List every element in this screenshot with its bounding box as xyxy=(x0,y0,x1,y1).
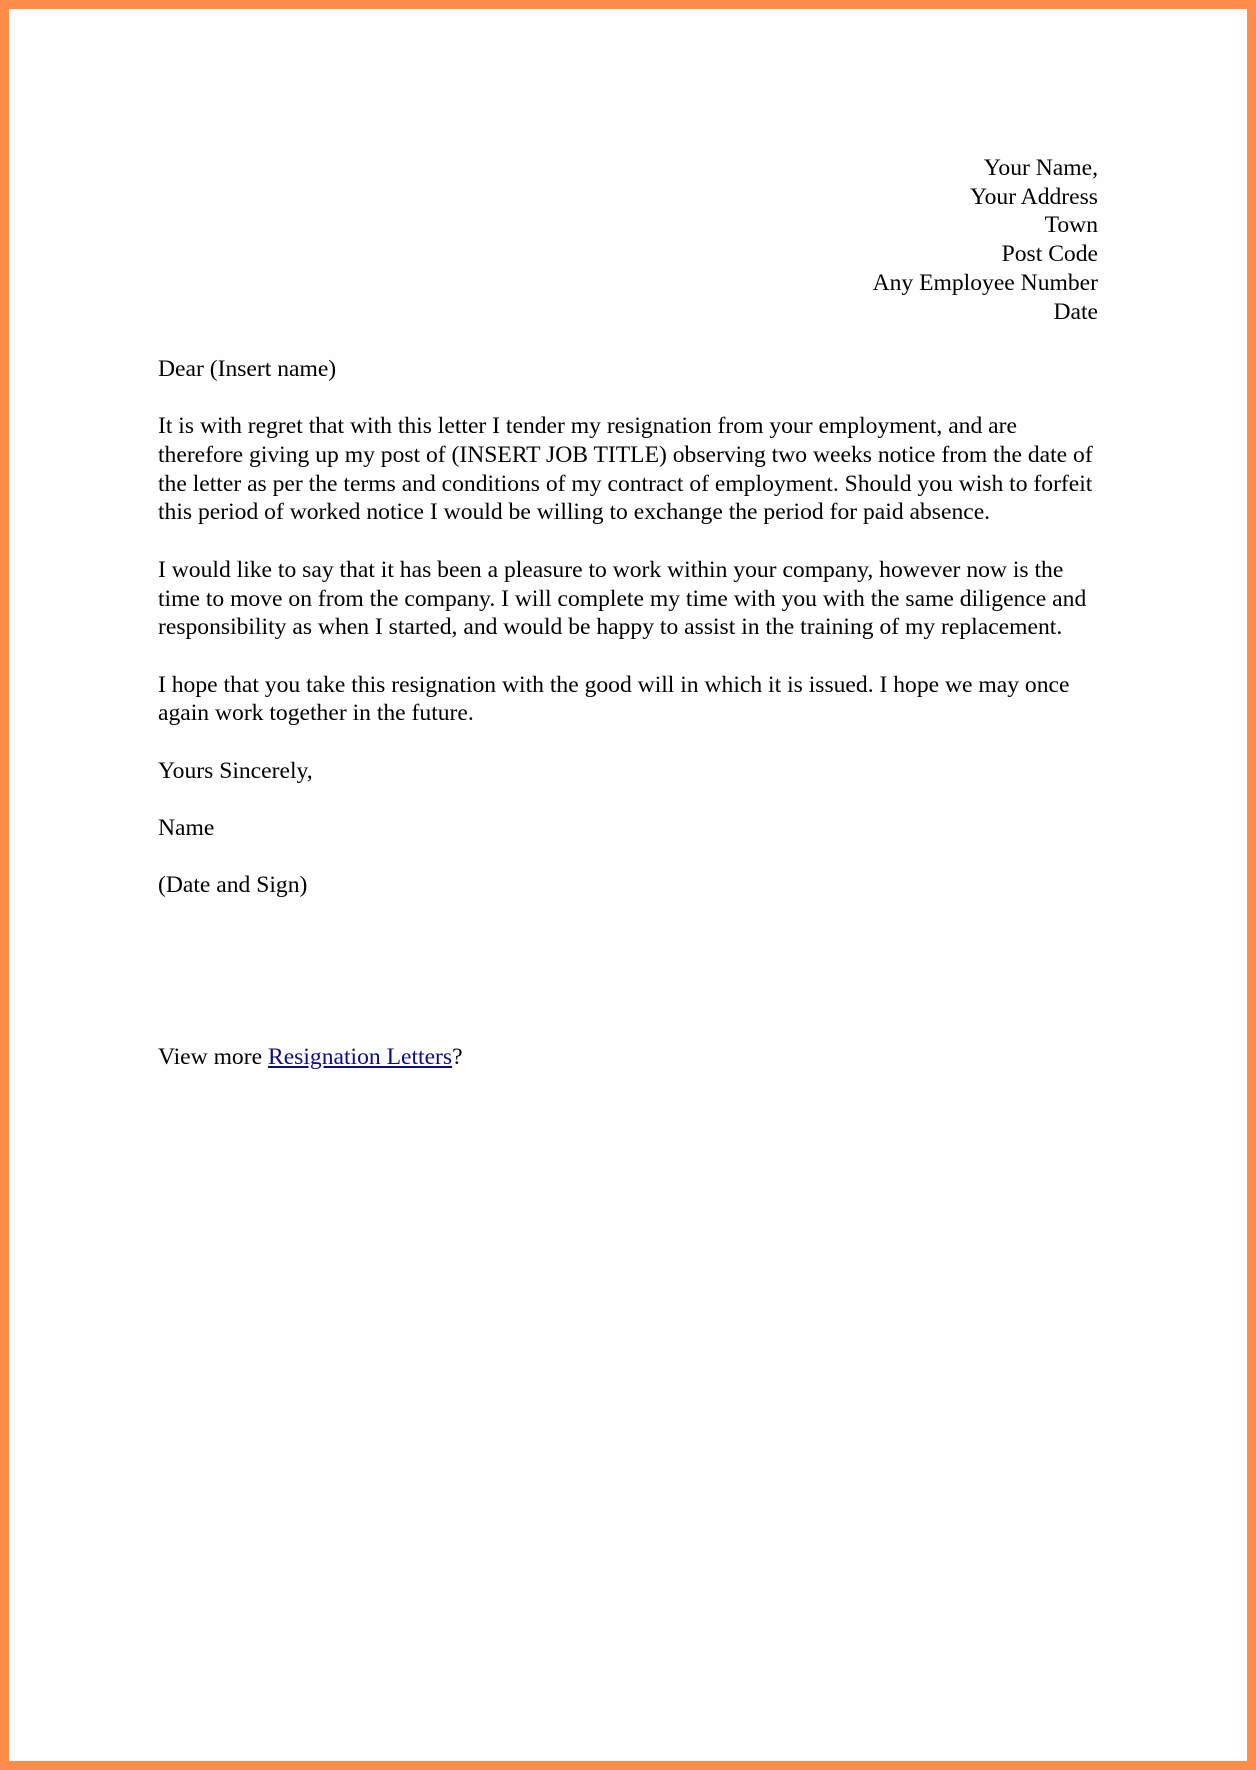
footer-suffix: ? xyxy=(452,1044,463,1071)
sender-name: Your Name, xyxy=(983,155,1098,181)
footer-line xyxy=(158,1043,1098,1072)
salutation: Dear (Insert name) xyxy=(158,355,337,382)
sender-address-block xyxy=(158,154,1098,326)
sender-post-code: Post Code xyxy=(1001,241,1098,268)
body-paragraph-3: I hope that you take this resignation with the good will in which it is issued. I hope we may once again work together in the future. xyxy=(158,671,1070,727)
date-and-sign: (Date and Sign) xyxy=(158,872,308,899)
sender-address: Your Address xyxy=(969,183,1098,210)
body-paragraph-1: It is with regret that with this letter I tender my resignation from your employment, and are therefore giving up my post of (INSERT JOB TITLE) observing two weeks notice from the date of the letter as per the terms and conditions of my contract of employment. Should you wish to forfeit this period of worked notice I would be willing to exchange the period for paid absence. xyxy=(158,413,1093,526)
footer-prefix: View more xyxy=(158,1044,268,1071)
sender-town: Town xyxy=(1044,212,1098,239)
body-paragraph-2: I would like to say that it has been a pleasure to work within your company, however now is the time to move on from the company. I will complete my time with you with the same diligence and responsibility as when I started, and would be happy to assist in the training of my replacement. xyxy=(158,556,1087,641)
signature-name: Name xyxy=(158,815,215,842)
closing: Yours Sincerely, xyxy=(158,757,313,784)
letter-page xyxy=(158,154,1098,1101)
sender-employee-number: Any Employee Number xyxy=(872,269,1098,296)
resignation-letters-link[interactable]: Resignation Letters xyxy=(267,1044,453,1071)
letter-date: Date xyxy=(1053,298,1098,325)
